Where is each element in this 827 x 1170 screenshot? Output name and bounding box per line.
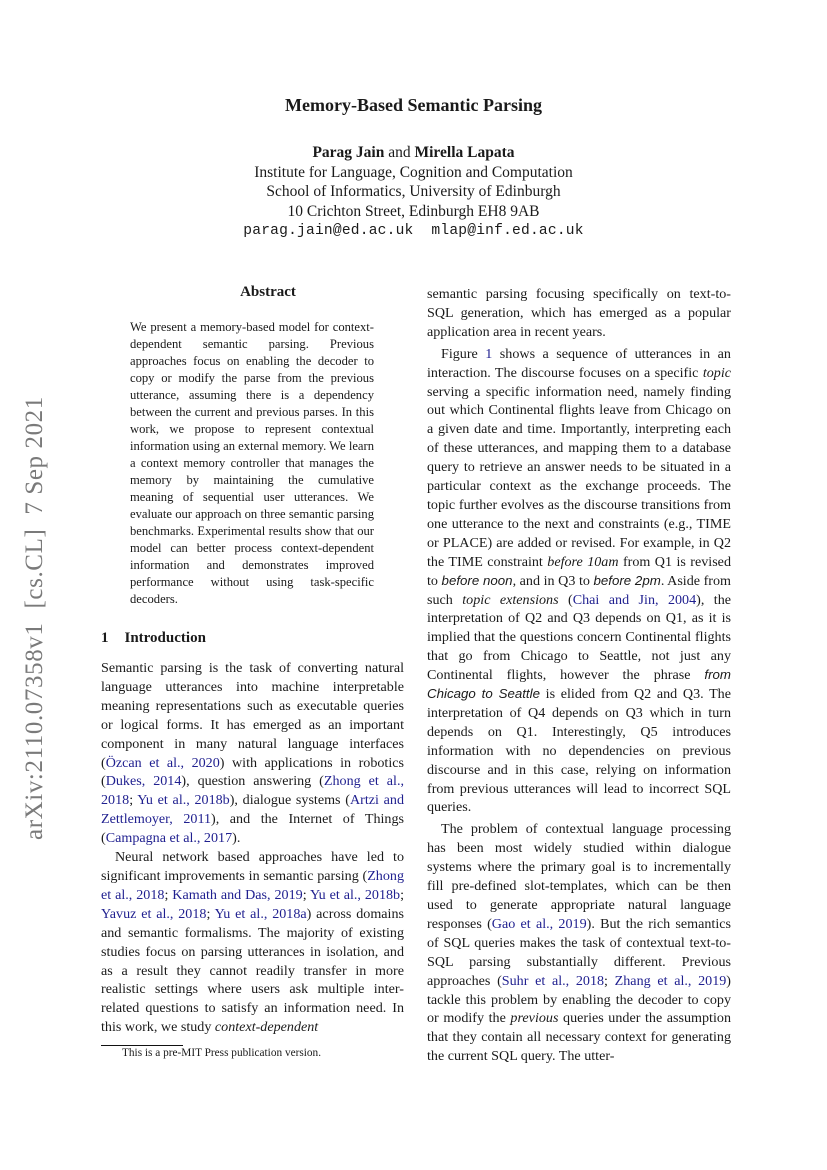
paragraph: Neural network based approaches have led to significant improvements in semantic parsing (Zhong et al., 2018; Kamath and Das, 2019; Yu et al., 2018b; Yavuz et al., 2018; Yu et al., 2018a) across domains and semantic formalisms. The majority of existing studies focus on parsing utterances in isolation, and as a result they cannot readily transfer in more realistic settings where users ask multiple inter-related questions to satisfy an information need. In this work, we study context-dependent [101, 849, 405, 1036]
paper-title: Memory-Based Semantic Parsing [285, 95, 542, 115]
footnote-rule [101, 1045, 183, 1046]
abstract-heading: Abstract [240, 284, 296, 300]
address-line: 10 Crichton Street, Edinburgh EH8 9AB [287, 203, 540, 221]
author-name: Parag Jain [312, 144, 385, 161]
arxiv-date: 7 Sep 2021 [21, 396, 48, 515]
emphasis: context-dependent [214, 1019, 319, 1036]
section-title: Introduction [124, 630, 206, 646]
citation-link[interactable]: Zhang et al., 2019 [614, 972, 727, 989]
left-column-body [101, 659, 404, 1037]
footnote: This is a pre-MIT Press publication version. [122, 1047, 322, 1059]
citation-link[interactable]: Yu et al., 2018b [137, 792, 230, 809]
citation-link[interactable]: Yu et al., 2018b [310, 886, 401, 903]
citation-link[interactable]: Campagna et al., 2017 [105, 830, 233, 847]
paragraph-continuation: semantic parsing focusing specifically on text-to-SQL generation, which has emerged as a popular application area in recent years. [427, 286, 731, 340]
affiliation-line: Institute for Language, Cognition and Computation [254, 163, 573, 181]
author-email[interactable]: parag.jain@ed.ac.uk [243, 222, 414, 239]
citation-link[interactable]: Chai and Jin, 2004 [572, 591, 697, 608]
citation-link[interactable]: Yu et al., 2018a [214, 905, 307, 922]
citation-link[interactable]: Dukes, 2014 [105, 773, 182, 790]
figure-reference-link[interactable]: 1 [485, 345, 493, 362]
arxiv-category: [cs.CL] [21, 528, 48, 609]
author-name: Mirella Lapata [414, 144, 515, 161]
citation-link[interactable]: Yavuz et al., 2018 [101, 905, 207, 922]
paragraph: The problem of contextual language processing has been most widely studied within dialogue systems where the primary goal is to incrementally fill pre-defined slot-templates, which can be then used to generate appropriate natural language responses (Gao et al., 2019). But the rich semantics of SQL queries makes the task of contextual text-to-SQL parsing substantially different. Previous approaches (Suhr et al., 2018; Zhang et al., 2019) tackle this problem by enabling the decoder to copy or modify the previous queries under the assumption that they contain all necessary context for generating the current SQL query. The utter- [427, 821, 731, 1065]
abstract-body: We present a memory-based model for context-dependent semantic parsing. Previous approaches focus on enabling the decoder to copy or modify the parse from the previous utterance, assuming there is a dependency between the current and previous parses. In this work, we propose to represent contextual information using an external memory. We learn a context memory controller that manages the memory by maintaining the cumulative meaning of sequential user utterances. We evaluate our approach on three semantic parsing benchmarks. Experimental results show that our model can better process context-dependent information and demonstrates improved performance without using task-specific decoders. [130, 320, 374, 606]
paragraph: Figure 1 shows a sequence of utterances in an interaction. The discourse focuses on a specific topic serving a specific information need, namely finding out which Continental flights leave from Chicago on a given date and time. Importantly, interpreting each of these utterances, and mapping them to a database query to retrieve an answer needs to be situated in a particular context as the exchange proceeds. The topic further evolves as the discourse transitions from one utterance to the next and constraints (e.g., TIME or PLACE) are added or revised. For example, in Q2 the TIME constraint before 10am from Q1 is revised to before noon, and in Q3 to before 2pm. Aside from such topic extensions (Chai and Jin, 2004), the interpretation of Q2 and Q3 depends on Q1, as it is implied that the questions concern Continental flights that go from Chicago to Seattle, not just any Continental flights, however the phrase from Chicago to Seattle is elided from Q2 and Q3. The interpretation of Q4 depends on Q3 which in turn depends on Q1. Interestingly, Q5 introduces information with no dependencies on previous discourse and in this case, relying on information from previous utterances will lead to incorrect SQL queries. [427, 345, 732, 816]
author-email[interactable]: mlap@inf.ed.ac.uk [431, 222, 584, 239]
author-conjunction: and [388, 144, 411, 161]
right-column-body [427, 285, 731, 1066]
citation-link[interactable]: Suhr et al., 2018 [501, 972, 605, 989]
citation-link[interactable]: Zhong et al., 2018 [101, 867, 404, 903]
section-heading [101, 630, 206, 647]
arxiv-id[interactable]: arXiv:2110.07358v1 [21, 622, 48, 840]
citation-link[interactable]: Gao et al., 2019 [491, 915, 587, 932]
author-block [0, 143, 827, 242]
email-line [0, 222, 827, 242]
affiliation-line: School of Informatics, University of Edinburgh [266, 183, 561, 201]
section-number: 1 [101, 630, 109, 646]
author-line [0, 143, 827, 163]
citation-link[interactable]: Özcan et al., 2020 [105, 754, 220, 771]
citation-link[interactable]: Zhong et al., 2018 [101, 773, 404, 809]
arxiv-sidebar-stamp [21, 382, 49, 840]
paragraph: Semantic parsing is the task of converting natural language utterances into machine interpretable meaning representations such as executable queries or logical forms. It has emerged as an important component in many natural language interfaces (Özcan et al., 2020) with applications in robotics (Dukes, 2014), question answering (Zhong et al., 2018; Yu et al., 2018b), dialogue systems (Artzi and Zettlemoyer, 2011), and the Internet of Things (Campagna et al., 2017). [101, 660, 404, 847]
citation-link[interactable]: Kamath and Das, 2019 [172, 886, 303, 903]
citation-link[interactable]: Artzi and Zettlemoyer, 2011 [101, 792, 404, 828]
